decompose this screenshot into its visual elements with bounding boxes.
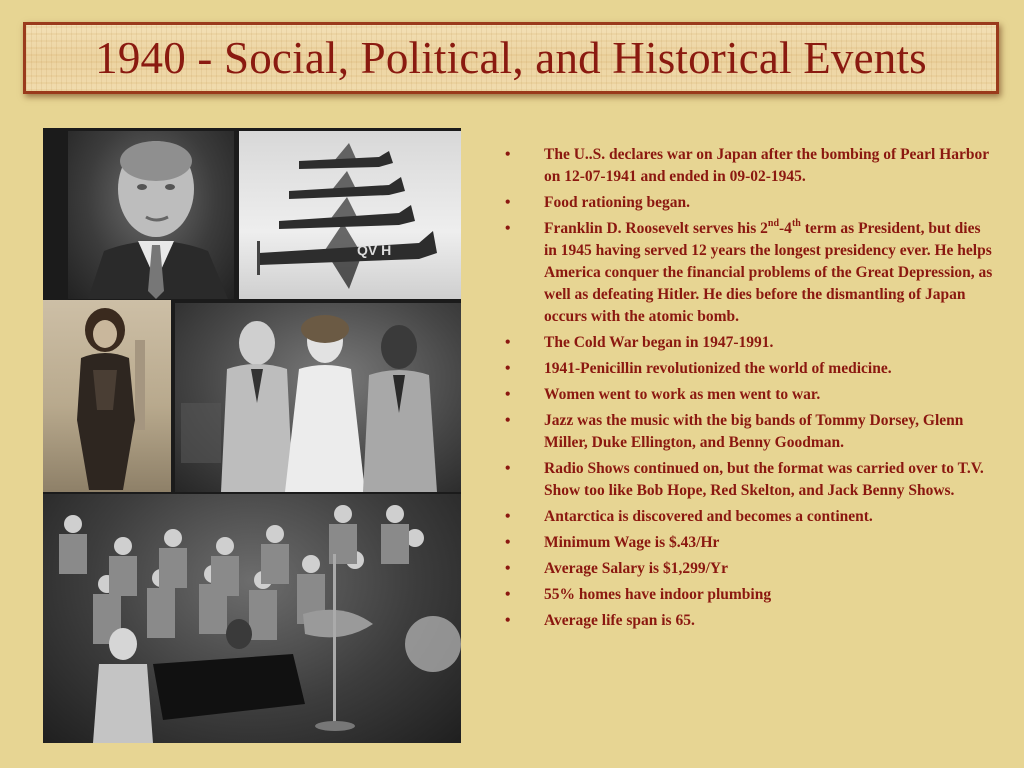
roosevelt-portrait-photo	[68, 131, 234, 299]
list-item: • Women went to work as men went to war.	[503, 384, 993, 406]
list-item: • 1941-Penicillin revolutionized the world of medicine.	[503, 358, 993, 380]
roosevelt-image	[68, 131, 234, 299]
bullet-icon: •	[505, 360, 511, 377]
bullet-icon: •	[505, 508, 511, 525]
bullet-icon: •	[505, 386, 511, 403]
bullet-icon: •	[505, 460, 511, 477]
list-item: • 55% homes have indoor plumbing	[503, 584, 993, 606]
bullet-icon: •	[505, 146, 511, 163]
list-item: • Food rationing began.	[503, 192, 993, 214]
list-item: • Average Salary is $1,299/Yr	[503, 558, 993, 580]
photo-collage	[43, 128, 461, 743]
page-title: 1940 - Social, Political, and Historical Events	[95, 33, 927, 83]
fighter-planes-photo	[239, 131, 461, 299]
bullet-icon: •	[505, 586, 511, 603]
bullet-icon: •	[505, 220, 511, 237]
events-list	[503, 144, 993, 636]
bullet-icon: •	[505, 560, 511, 577]
bullet-icon: •	[505, 534, 511, 551]
list-item: • The U..S. declares war on Japan after the bombing of Pearl Harbor on 12-07-1941 and ended in 09-02-1945.	[505, 146, 989, 185]
list-item: • Minimum Wage is $.43/Hr	[503, 532, 993, 554]
radio-stars-image	[175, 303, 461, 492]
woman-image	[43, 300, 171, 492]
list-item: • Antarctica is discovered and becomes a continent.	[503, 506, 993, 528]
list-item: • Average life span is 65.	[503, 610, 993, 632]
bullet-icon: •	[505, 412, 511, 429]
list-item: • The Cold War began in 1947-1991.	[503, 332, 993, 354]
bullet-icon: •	[505, 612, 511, 629]
bullet-icon: •	[505, 194, 511, 211]
list-item: • Jazz was the music with the big bands of Tommy Dorsey, Glenn Miller, Duke Ellington, and Benny Goodman.	[505, 412, 964, 451]
list-item: • Radio Shows continued on, but the format was carried over to T.V. Show too like Bob Hope, Red Skelton, and Jack Benny Shows.	[505, 460, 984, 499]
woman-photo	[43, 300, 171, 492]
title-banner	[23, 22, 999, 94]
band-image	[43, 494, 461, 743]
bullet-icon: •	[505, 334, 511, 351]
big-band-photo	[43, 494, 461, 743]
list-item: • Franklin D. Roosevelt serves his 2nd-4th term as President, but dies in 1945 having served 12 years the longest presidency ever. He helps America conquer the financial problems of the Great Depression, as well as defeating Hitler. He dies before the dismantling of Japan occurs with the atomic bomb.	[505, 217, 993, 325]
plane-marking: QV H	[357, 242, 392, 258]
radio-stars-photo	[175, 303, 461, 492]
planes-image	[239, 131, 461, 299]
